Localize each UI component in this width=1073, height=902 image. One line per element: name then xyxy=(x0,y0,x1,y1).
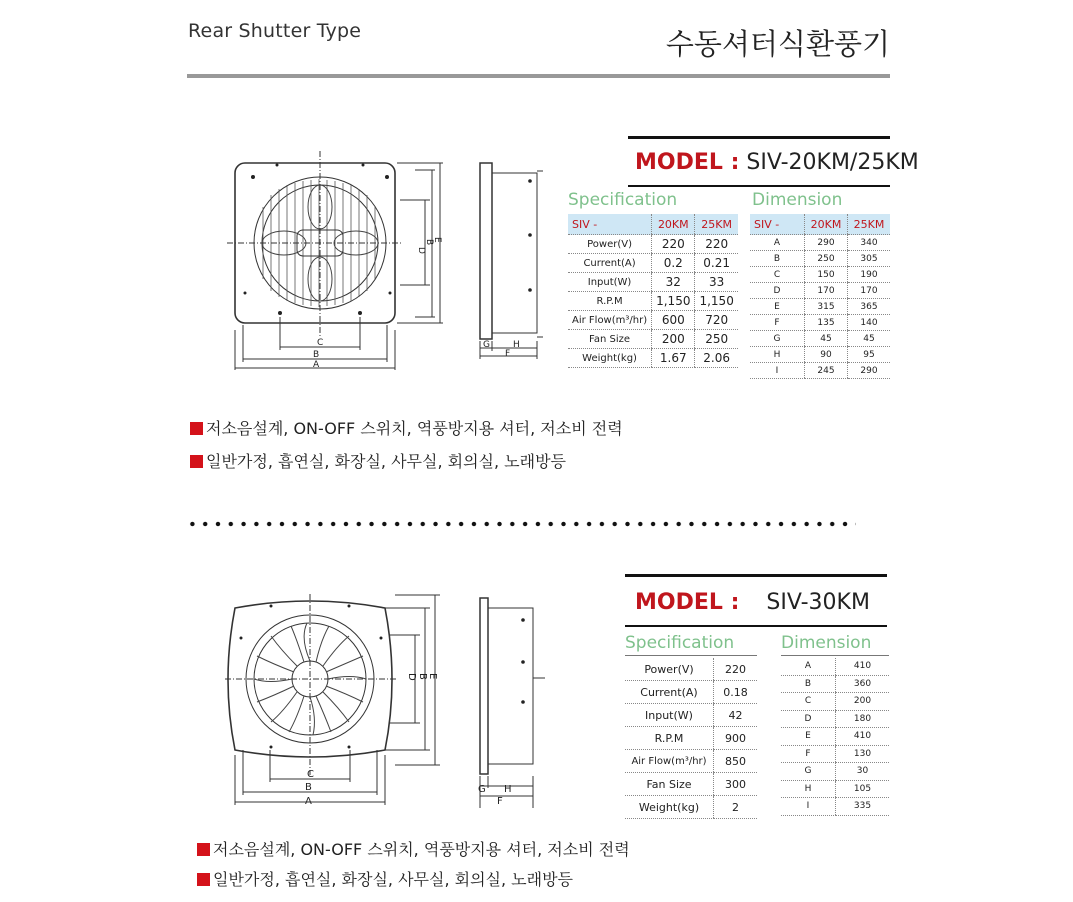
table-row xyxy=(781,658,889,675)
dim-label: E xyxy=(750,299,805,315)
bullet-square-icon xyxy=(197,843,210,856)
dim-label-b: B xyxy=(305,782,312,793)
dim-label-b-side: B xyxy=(417,673,428,680)
model-label: MODEL : xyxy=(635,590,740,615)
dim-value: 170 xyxy=(848,283,890,299)
dim-label: I xyxy=(781,798,836,816)
spec-label: Power(V) xyxy=(625,658,714,681)
spec-value: 1,150 xyxy=(695,292,738,311)
dim-value: 45 xyxy=(805,331,848,347)
dim-label-d: D xyxy=(406,673,417,681)
table-row xyxy=(625,773,757,796)
spec-label: Weight(kg) xyxy=(625,796,714,819)
spec-value: 300 xyxy=(714,773,758,796)
dim-label: I xyxy=(750,363,805,379)
table-row xyxy=(781,675,889,693)
spec-value: 2.06 xyxy=(695,349,738,368)
feature-text: 일반가정, 흡연실, 화장실, 사무실, 회의실, 노래방등 xyxy=(206,452,566,471)
dim-title: Dimension xyxy=(752,190,843,210)
spec-value: 1.67 xyxy=(652,349,695,368)
spec-value: 850 xyxy=(714,750,758,773)
dim-label: H xyxy=(750,347,805,363)
header-cell: 20KM xyxy=(652,214,695,235)
dim-label: B xyxy=(781,675,836,693)
product-2-technical-drawing xyxy=(225,590,555,810)
bullet-square-icon xyxy=(190,422,203,435)
dim-value: 290 xyxy=(805,235,848,251)
spec-value: 1,150 xyxy=(652,292,695,311)
dim-label-f: F xyxy=(505,349,511,359)
dim-label: F xyxy=(781,745,836,763)
spec-value: 42 xyxy=(714,704,758,727)
spec-value: 220 xyxy=(695,235,738,254)
dim-value: 360 xyxy=(836,675,890,693)
table-row xyxy=(625,704,757,727)
dim-label: G xyxy=(750,331,805,347)
table-row xyxy=(781,745,889,763)
dim-value: 190 xyxy=(848,267,890,283)
table-row xyxy=(568,330,738,349)
dim-value: 180 xyxy=(836,710,890,728)
table-header-row xyxy=(568,214,738,235)
dim-value: 290 xyxy=(848,363,890,379)
table-row xyxy=(568,292,738,311)
dim-label-c: C xyxy=(307,769,314,780)
spec-label: Fan Size xyxy=(625,773,714,796)
feature-text: 저소음설계, ON-OFF 스위치, 역풍방지용 셔터, 저소비 전력 xyxy=(206,419,623,438)
spec-value: 0.2 xyxy=(652,254,695,273)
product-1-dimension-table xyxy=(750,214,890,379)
feature-text: 저소음설계, ON-OFF 스위치, 역풍방지용 셔터, 저소비 전력 xyxy=(213,840,630,859)
dim-value: 245 xyxy=(805,363,848,379)
table-row xyxy=(750,347,890,363)
dim-value: 410 xyxy=(836,658,890,675)
model-name: SIV-30KM xyxy=(766,590,870,615)
dim-label: C xyxy=(781,693,836,711)
spec-label: Input(W) xyxy=(625,704,714,727)
product-2-spec-table xyxy=(625,658,757,819)
table-row xyxy=(750,315,890,331)
table-row xyxy=(750,299,890,315)
dim-label-g: G xyxy=(478,784,486,795)
section-divider-dots xyxy=(186,520,856,528)
table-row xyxy=(568,254,738,273)
header-divider xyxy=(187,74,890,78)
table-row xyxy=(750,331,890,347)
dim-label-d: D xyxy=(416,247,426,254)
dim-label: A xyxy=(750,235,805,251)
table-row xyxy=(625,796,757,819)
dim-label-e: E xyxy=(432,237,442,243)
table-row xyxy=(781,763,889,781)
dim-label-b: B xyxy=(313,350,320,360)
spec-label: Current(A) xyxy=(625,681,714,704)
dim-label: D xyxy=(781,710,836,728)
table-row xyxy=(750,283,890,299)
spec-label: R.P.M xyxy=(625,727,714,750)
feature-line xyxy=(197,837,630,860)
spec-value: 220 xyxy=(714,658,758,681)
feature-line xyxy=(190,416,623,439)
dim-label: H xyxy=(781,780,836,798)
header-cell: 25KM xyxy=(848,214,890,235)
table-row xyxy=(781,798,889,816)
dim-value: 340 xyxy=(848,235,890,251)
spec-value: 900 xyxy=(714,727,758,750)
dim-label-g: G xyxy=(483,340,490,350)
table-row xyxy=(568,349,738,368)
spec-value: 33 xyxy=(695,273,738,292)
feature-text: 일반가정, 흡연실, 화장실, 사무실, 회의실, 노래방등 xyxy=(213,870,573,889)
dim-value: 130 xyxy=(836,745,890,763)
table-row xyxy=(750,235,890,251)
dim-label-h: H xyxy=(513,340,520,350)
dim-label: C xyxy=(750,267,805,283)
product-1-spec-table xyxy=(568,214,738,368)
spec-title-rule xyxy=(625,655,757,656)
spec-label: Fan Size xyxy=(568,330,652,349)
spec-value: 250 xyxy=(695,330,738,349)
product-2-dimension-table xyxy=(781,658,889,816)
spec-value: 600 xyxy=(652,311,695,330)
dim-label-h: H xyxy=(504,784,512,795)
spec-label: Air Flow(m³/hr) xyxy=(568,311,652,330)
table-row xyxy=(568,273,738,292)
dim-title-rule xyxy=(781,655,889,656)
page-title: 수동셔터식환풍기 xyxy=(665,27,890,61)
dim-value: 30 xyxy=(836,763,890,781)
dim-label-e: E xyxy=(427,673,438,680)
feature-line xyxy=(190,449,566,472)
dim-value: 135 xyxy=(805,315,848,331)
dim-value: 315 xyxy=(805,299,848,315)
dim-label-c: C xyxy=(317,338,324,348)
table-row xyxy=(568,311,738,330)
bullet-square-icon xyxy=(197,873,210,886)
dim-value: 140 xyxy=(848,315,890,331)
dim-value: 95 xyxy=(848,347,890,363)
bullet-square-icon xyxy=(190,455,203,468)
dim-label: A xyxy=(781,658,836,675)
dim-value: 365 xyxy=(848,299,890,315)
header-cell: 20KM xyxy=(805,214,848,235)
spec-label: Air Flow(m³/hr) xyxy=(625,750,714,773)
spec-title: Specification xyxy=(625,633,735,653)
header-cell: SIV - xyxy=(568,214,652,235)
dim-value: 250 xyxy=(805,251,848,267)
dim-label: G xyxy=(781,763,836,781)
spec-label: Weight(kg) xyxy=(568,349,652,368)
dim-value: 150 xyxy=(805,267,848,283)
table-row xyxy=(625,681,757,704)
table-row xyxy=(781,693,889,711)
table-row xyxy=(781,710,889,728)
dim-value: 305 xyxy=(848,251,890,267)
product-2-model-box xyxy=(625,574,887,627)
dim-value: 410 xyxy=(836,728,890,746)
spec-label: Current(A) xyxy=(568,254,652,273)
table-row xyxy=(781,728,889,746)
dim-label-a: A xyxy=(313,360,320,370)
table-header-row xyxy=(750,214,890,235)
table-row xyxy=(750,267,890,283)
table-row xyxy=(625,658,757,681)
table-row xyxy=(625,727,757,750)
dim-label-b-side: B xyxy=(424,239,434,246)
dim-label: D xyxy=(750,283,805,299)
table-row xyxy=(750,363,890,379)
dim-value: 200 xyxy=(836,693,890,711)
dim-value: 335 xyxy=(836,798,890,816)
table-row xyxy=(750,251,890,267)
dim-label: E xyxy=(781,728,836,746)
table-row xyxy=(781,780,889,798)
spec-value: 2 xyxy=(714,796,758,819)
model-label: MODEL : xyxy=(635,150,740,175)
product-1-technical-drawing xyxy=(225,145,555,375)
spec-value: 0.21 xyxy=(695,254,738,273)
spec-title: Specification xyxy=(568,190,678,210)
dim-label-a: A xyxy=(305,796,312,807)
dim-label-f: F xyxy=(497,796,503,807)
spec-value: 220 xyxy=(652,235,695,254)
header-subtitle: Rear Shutter Type xyxy=(188,20,362,42)
product-1-model-box xyxy=(628,136,919,187)
spec-label: Input(W) xyxy=(568,273,652,292)
spec-label: Power(V) xyxy=(568,235,652,254)
dim-value: 170 xyxy=(805,283,848,299)
spec-value: 720 xyxy=(695,311,738,330)
dim-value: 105 xyxy=(836,780,890,798)
dim-label: F xyxy=(750,315,805,331)
spec-value: 200 xyxy=(652,330,695,349)
spec-value: 0.18 xyxy=(714,681,758,704)
dim-value: 90 xyxy=(805,347,848,363)
spec-label: R.P.M xyxy=(568,292,652,311)
header-cell: SIV - xyxy=(750,214,805,235)
dim-label: B xyxy=(750,251,805,267)
dim-value: 45 xyxy=(848,331,890,347)
table-row xyxy=(568,235,738,254)
dim-title: Dimension xyxy=(781,633,872,653)
table-row xyxy=(625,750,757,773)
model-name: SIV-20KM/25KM xyxy=(746,150,919,175)
spec-value: 32 xyxy=(652,273,695,292)
header-cell: 25KM xyxy=(695,214,738,235)
feature-line xyxy=(197,867,573,890)
